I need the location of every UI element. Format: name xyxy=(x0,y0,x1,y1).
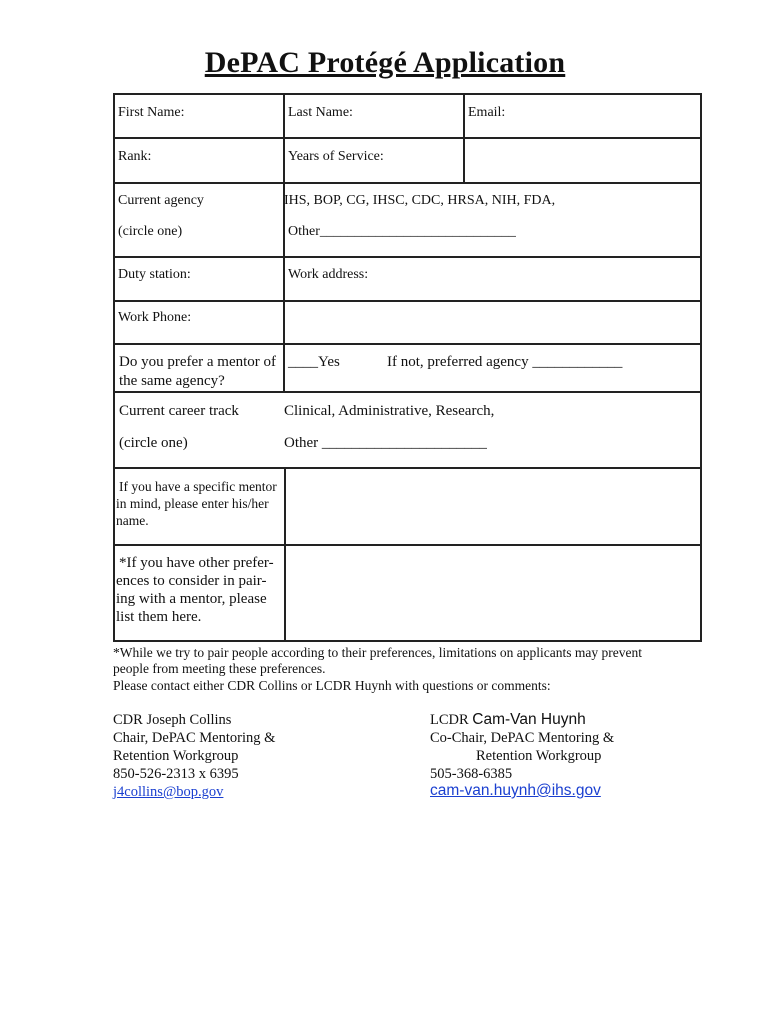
specific-mentor-label-cont: in mind, please enter his/her xyxy=(116,496,269,511)
contact-left-role-cont: Retention Workgroup xyxy=(113,748,239,764)
column-divider xyxy=(283,256,285,300)
mentor-same-agency-question: Do you prefer a mentor of xyxy=(119,354,277,370)
rank-label: Rank: xyxy=(118,149,152,164)
contact-right-role: Co-Chair, DePAC Mentoring & xyxy=(430,730,615,746)
contact-left-role: Chair, DePAC Mentoring & xyxy=(113,730,276,746)
column-divider xyxy=(283,300,285,391)
career-track-label: Current career track xyxy=(119,403,239,419)
row-divider xyxy=(115,467,700,469)
contact-right-name-line xyxy=(430,711,586,729)
page-title: DePAC Protégé Application xyxy=(204,46,566,79)
row-divider xyxy=(115,544,700,546)
agency-circle-note: (circle one) xyxy=(118,224,183,239)
career-other: Other ______________________ xyxy=(284,435,487,451)
agency-label: Current agency xyxy=(118,193,204,208)
mentor-same-agency-question-cont: the same agency? xyxy=(119,373,225,389)
email-label: Email: xyxy=(468,105,506,120)
career-circle-note: (circle one) xyxy=(119,435,188,451)
other-preferences-label-4: list them here. xyxy=(116,609,202,625)
duty-station-label: Duty station: xyxy=(118,267,191,282)
other-preferences-label: *If you have other prefer- xyxy=(119,555,274,571)
contact-right-name: Cam-Van Huynh xyxy=(472,711,586,728)
preferences-disclaimer: *While we try to pair people according to their preferences, limitations on applicants may prevent xyxy=(113,645,642,660)
contact-left-phone: 850-526-2313 x 6395 xyxy=(113,766,239,782)
agency-other: Other____________________________ xyxy=(288,224,516,239)
specific-mentor-label-end: name. xyxy=(116,513,149,528)
years-service-label: Years of Service: xyxy=(288,149,384,164)
specific-mentor-label: If you have a specific mentor xyxy=(119,479,277,494)
work-phone-label: Work Phone: xyxy=(118,310,192,325)
column-divider xyxy=(284,467,286,642)
column-divider xyxy=(283,95,285,256)
preferences-disclaimer-cont: people from meeting these preferences. xyxy=(113,661,326,676)
application-form-table xyxy=(113,93,702,642)
contact-right-role-cont: Retention Workgroup xyxy=(476,748,602,764)
other-preferences-label-3: ing with a mentor, please xyxy=(116,591,267,607)
other-preferences-label-2: ences to consider in pair- xyxy=(116,573,267,589)
contact-left-name: CDR Joseph Collins xyxy=(113,712,232,728)
agency-options: IHS, BOP, CG, IHSC, CDC, HRSA, NIH, FDA, xyxy=(284,193,556,208)
contact-right-email-link[interactable]: cam-van.huynh@ihs.gov xyxy=(430,782,601,799)
row-divider xyxy=(115,391,700,393)
row-divider xyxy=(115,182,700,184)
contact-instructions: Please contact either CDR Collins or LCDR Huynh with questions or comments: xyxy=(113,678,551,693)
preferred-agency-option: If not, preferred agency ____________ xyxy=(387,354,623,370)
row-divider xyxy=(115,300,700,302)
row-divider xyxy=(115,256,700,258)
row-divider xyxy=(115,343,700,345)
mentor-yes-option: ____Yes xyxy=(288,354,340,370)
work-address-label: Work address: xyxy=(288,267,369,282)
column-divider xyxy=(463,95,465,182)
career-options: Clinical, Administrative, Research, xyxy=(284,403,495,419)
row-divider xyxy=(115,137,700,139)
contact-left-email-link[interactable]: j4collins@bop.gov xyxy=(113,784,224,800)
contact-right-phone: 505-368-6385 xyxy=(430,766,513,782)
last-name-label: Last Name: xyxy=(288,105,353,120)
contact-right-rank: LCDR xyxy=(430,712,469,728)
first-name-label: First Name: xyxy=(118,105,185,120)
